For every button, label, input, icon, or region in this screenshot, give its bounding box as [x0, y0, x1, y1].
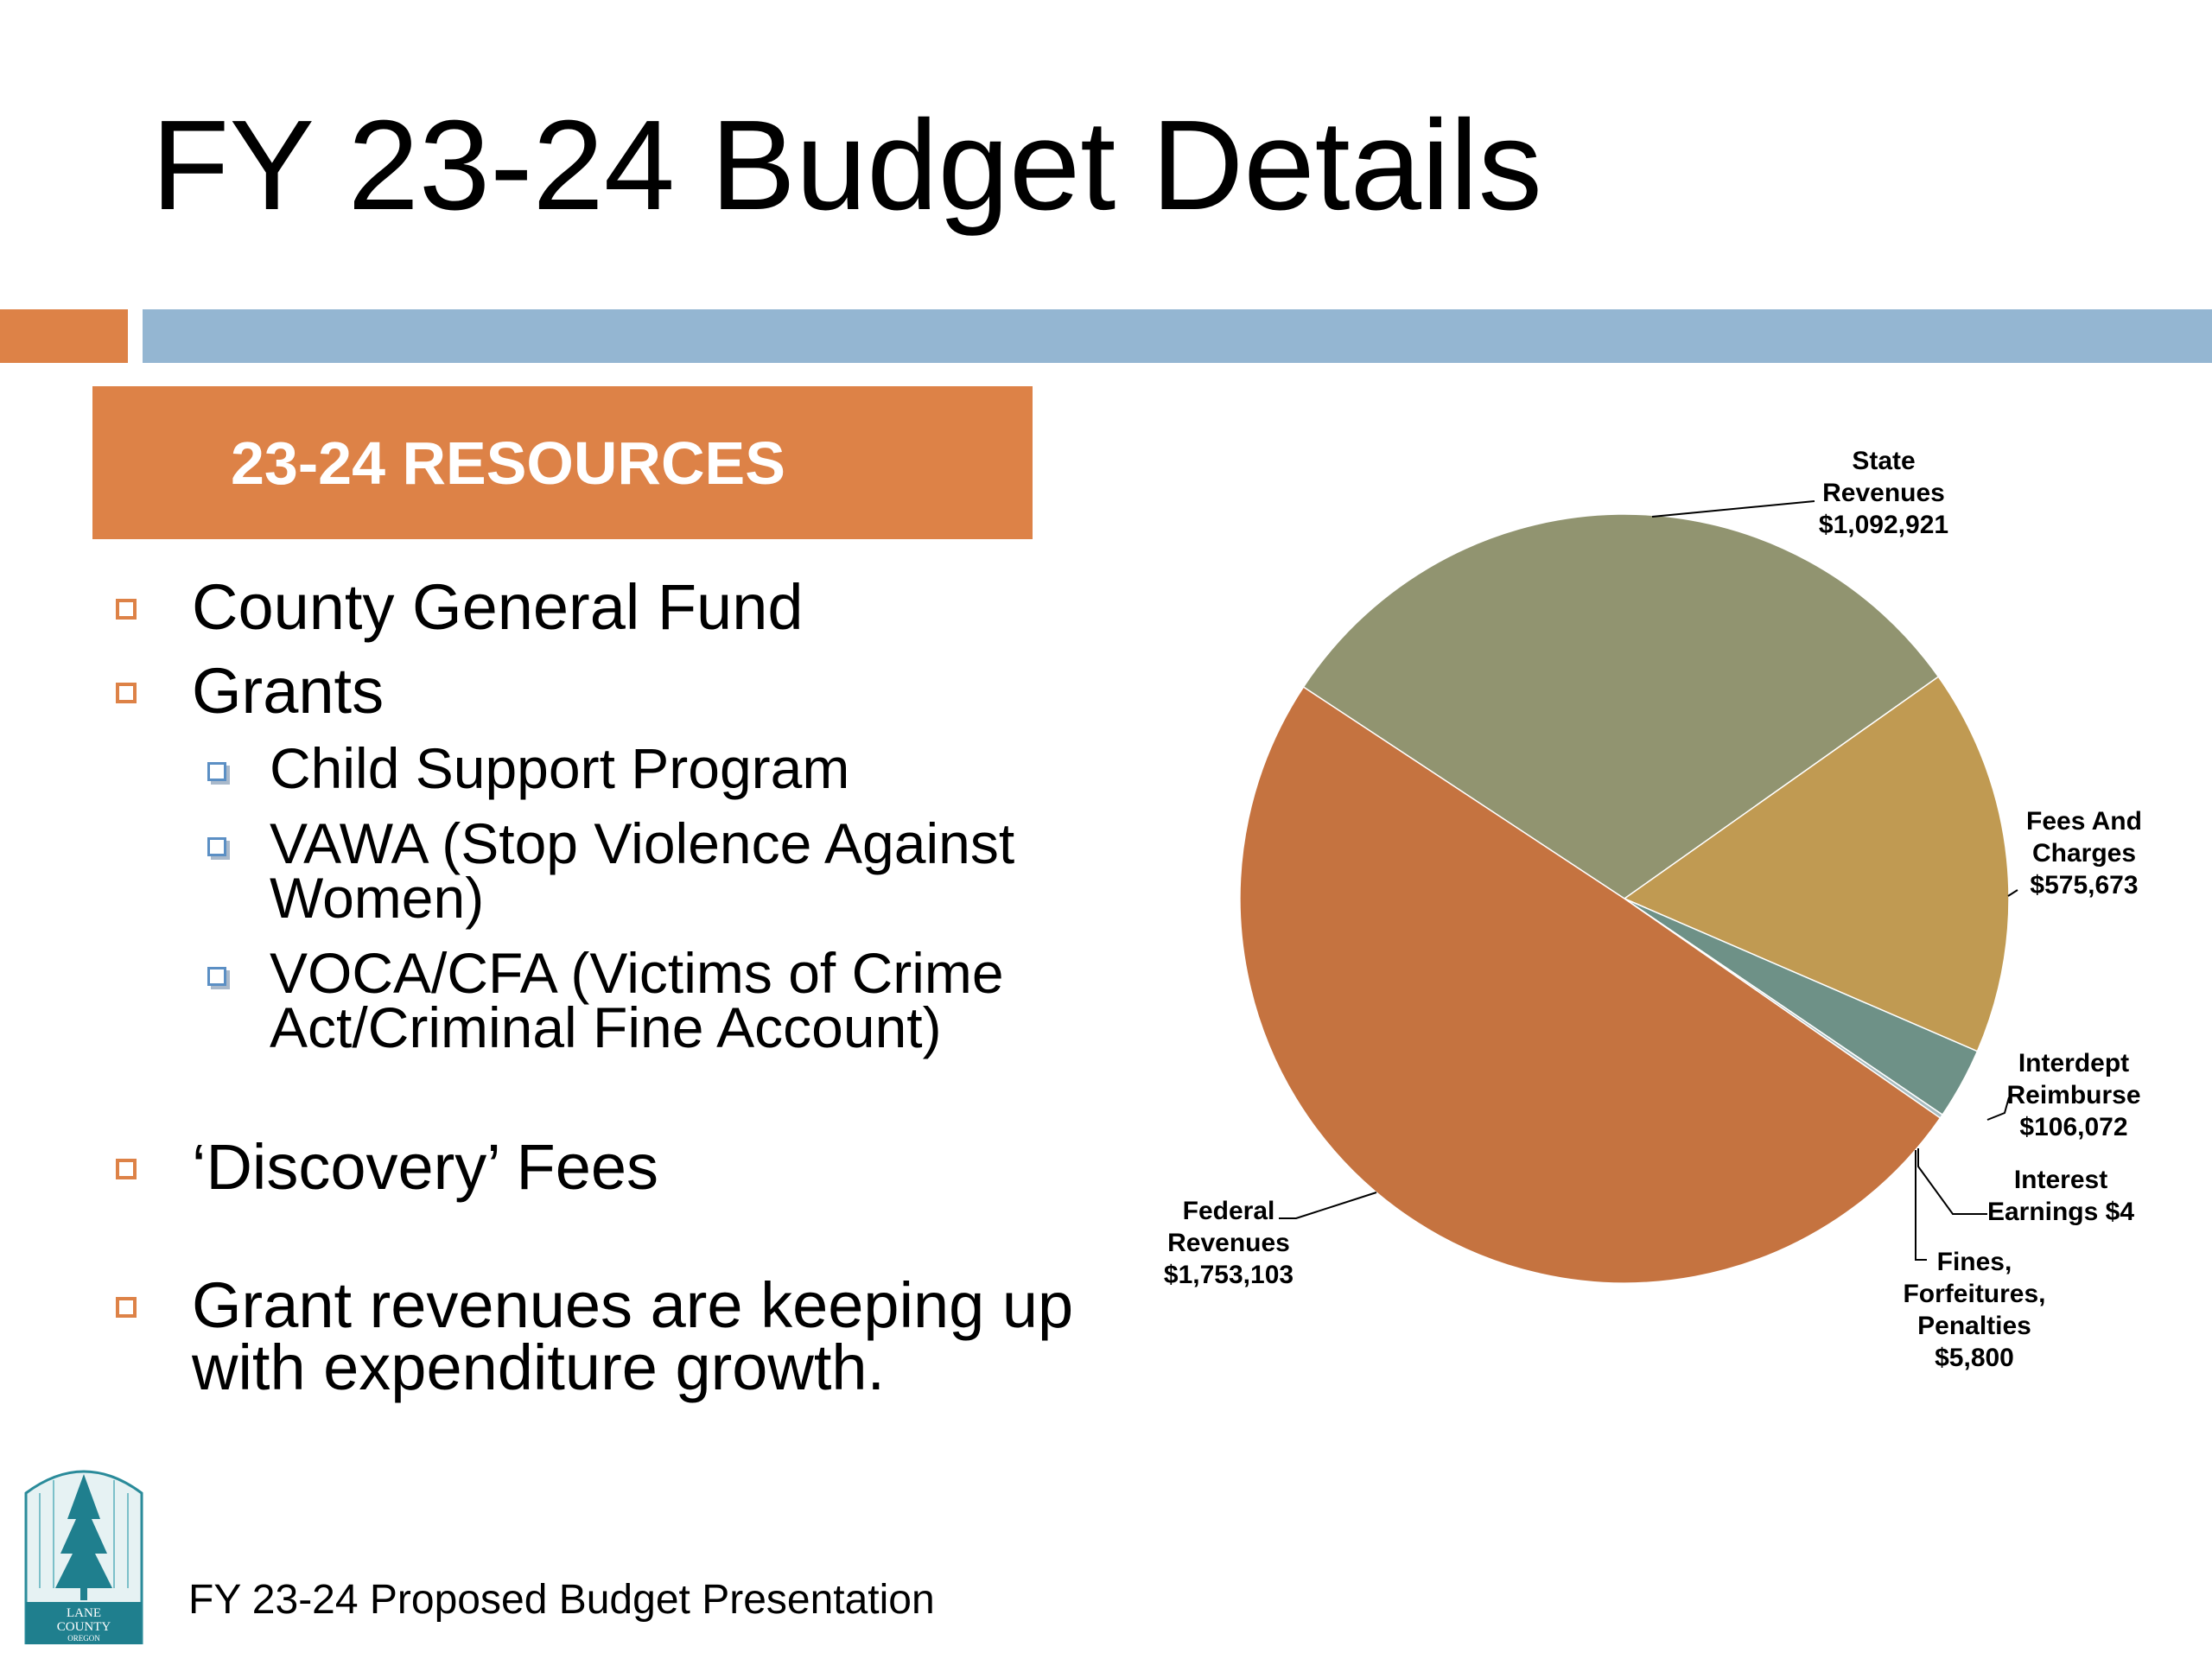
bullet-text: County General Fund: [192, 571, 804, 643]
pie-label-line: Forfeitures,: [1903, 1280, 2046, 1308]
pie-label-line: Reimburse: [2006, 1081, 2141, 1109]
pie-label-line: Penalties: [1917, 1312, 2031, 1340]
pie-label-fees-and-charges: [2026, 807, 2142, 899]
pie-label-line: Interdept: [2018, 1049, 2130, 1077]
bullet-grants: [192, 655, 385, 727]
pie-label-line: $106,072: [2019, 1113, 2128, 1141]
sub-bullet-text-cont: Act/Criminal Fine Account): [270, 995, 942, 1059]
bullet-marker-icon: [116, 1159, 137, 1179]
leader-line: [1652, 501, 1815, 517]
pie-label-line: Revenues: [1167, 1229, 1290, 1257]
resources-pie-chart: [1123, 415, 2212, 1408]
section-header: [92, 386, 1033, 539]
sub-bullet-marker-icon: [207, 967, 226, 986]
sub-bullet-voca: [270, 941, 1004, 1059]
sub-bullet-marker-icon: [207, 762, 226, 781]
pie-label-fines-forfeitures-penalties: [1903, 1248, 2045, 1372]
bullet-text: Grant revenues are keeping up: [192, 1269, 1074, 1341]
pie-label-line: Interest: [2013, 1166, 2108, 1194]
page-title: FY 23-24 Budget Details: [151, 94, 1542, 237]
footer-text: FY 23-24 Proposed Budget Presentation: [188, 1577, 935, 1623]
leader-line: [1918, 1148, 1987, 1214]
leader-line: [1916, 1150, 1927, 1260]
bullet-text: Grants: [192, 655, 385, 727]
logo-text-line1: LANE: [67, 1606, 101, 1620]
sub-bullet-vawa: [270, 811, 1015, 930]
bullet-marker-icon: [116, 599, 137, 620]
logo-text-line3: OREGON: [67, 1634, 100, 1643]
sub-bullet-text: VOCA/CFA (Victims of Crime: [270, 941, 1004, 1005]
bullet-grant-revenues: [192, 1269, 1074, 1403]
sub-bullet-text: VAWA (Stop Violence Against: [270, 811, 1015, 875]
pie-label-line: $5,800: [1935, 1344, 2014, 1372]
sub-bullet-marker-icon: [207, 837, 226, 856]
pie-label-interest-earnings: [1987, 1166, 2134, 1226]
bullet-text: ‘Discovery’ Fees: [192, 1131, 659, 1203]
leader-line: [1279, 1192, 1376, 1218]
sub-bullet-text: Child Support Program: [270, 736, 850, 800]
logo-text-line2: COUNTY: [56, 1620, 111, 1634]
pie-label-line: $575,673: [2030, 871, 2139, 899]
pie-label-interdept-reimburse: [2006, 1049, 2140, 1141]
sub-bullet-child-support: [270, 736, 850, 800]
accent-bar-blue: [143, 309, 2212, 363]
pie-label-line: Charges: [2031, 839, 2137, 868]
pie-label-line: Earnings $4: [1986, 1198, 2135, 1226]
bullet-marker-icon: [116, 683, 137, 703]
bullet-text-cont: with expenditure growth.: [192, 1332, 886, 1403]
sub-bullet-text-cont: Women): [270, 866, 485, 930]
pie-label-line: $1,753,103: [1163, 1261, 1294, 1289]
pie-label-state-revenues: [1819, 447, 1948, 539]
accent-bar-orange: [0, 309, 128, 363]
section-header-label: 23-24 RESOURCES: [231, 429, 785, 497]
bullet-discovery-fees: [192, 1131, 659, 1203]
bullet-county-general-fund: [192, 571, 804, 643]
bullet-marker-icon: [116, 1297, 137, 1318]
pie-label-line: State: [1852, 447, 1916, 475]
pie-label-line: Fines,: [1936, 1248, 2012, 1276]
pie-label-line: Revenues: [1822, 479, 1945, 507]
pie-label-federal-revenues: [1164, 1197, 1294, 1289]
leader-line: [1987, 1097, 2009, 1120]
pie-label-line: Fees And: [2026, 807, 2142, 836]
pie-label-line: $1,092,921: [1818, 511, 1949, 539]
pie-label-line: Federal: [1182, 1197, 1275, 1225]
lane-county-logo: [22, 1459, 145, 1644]
